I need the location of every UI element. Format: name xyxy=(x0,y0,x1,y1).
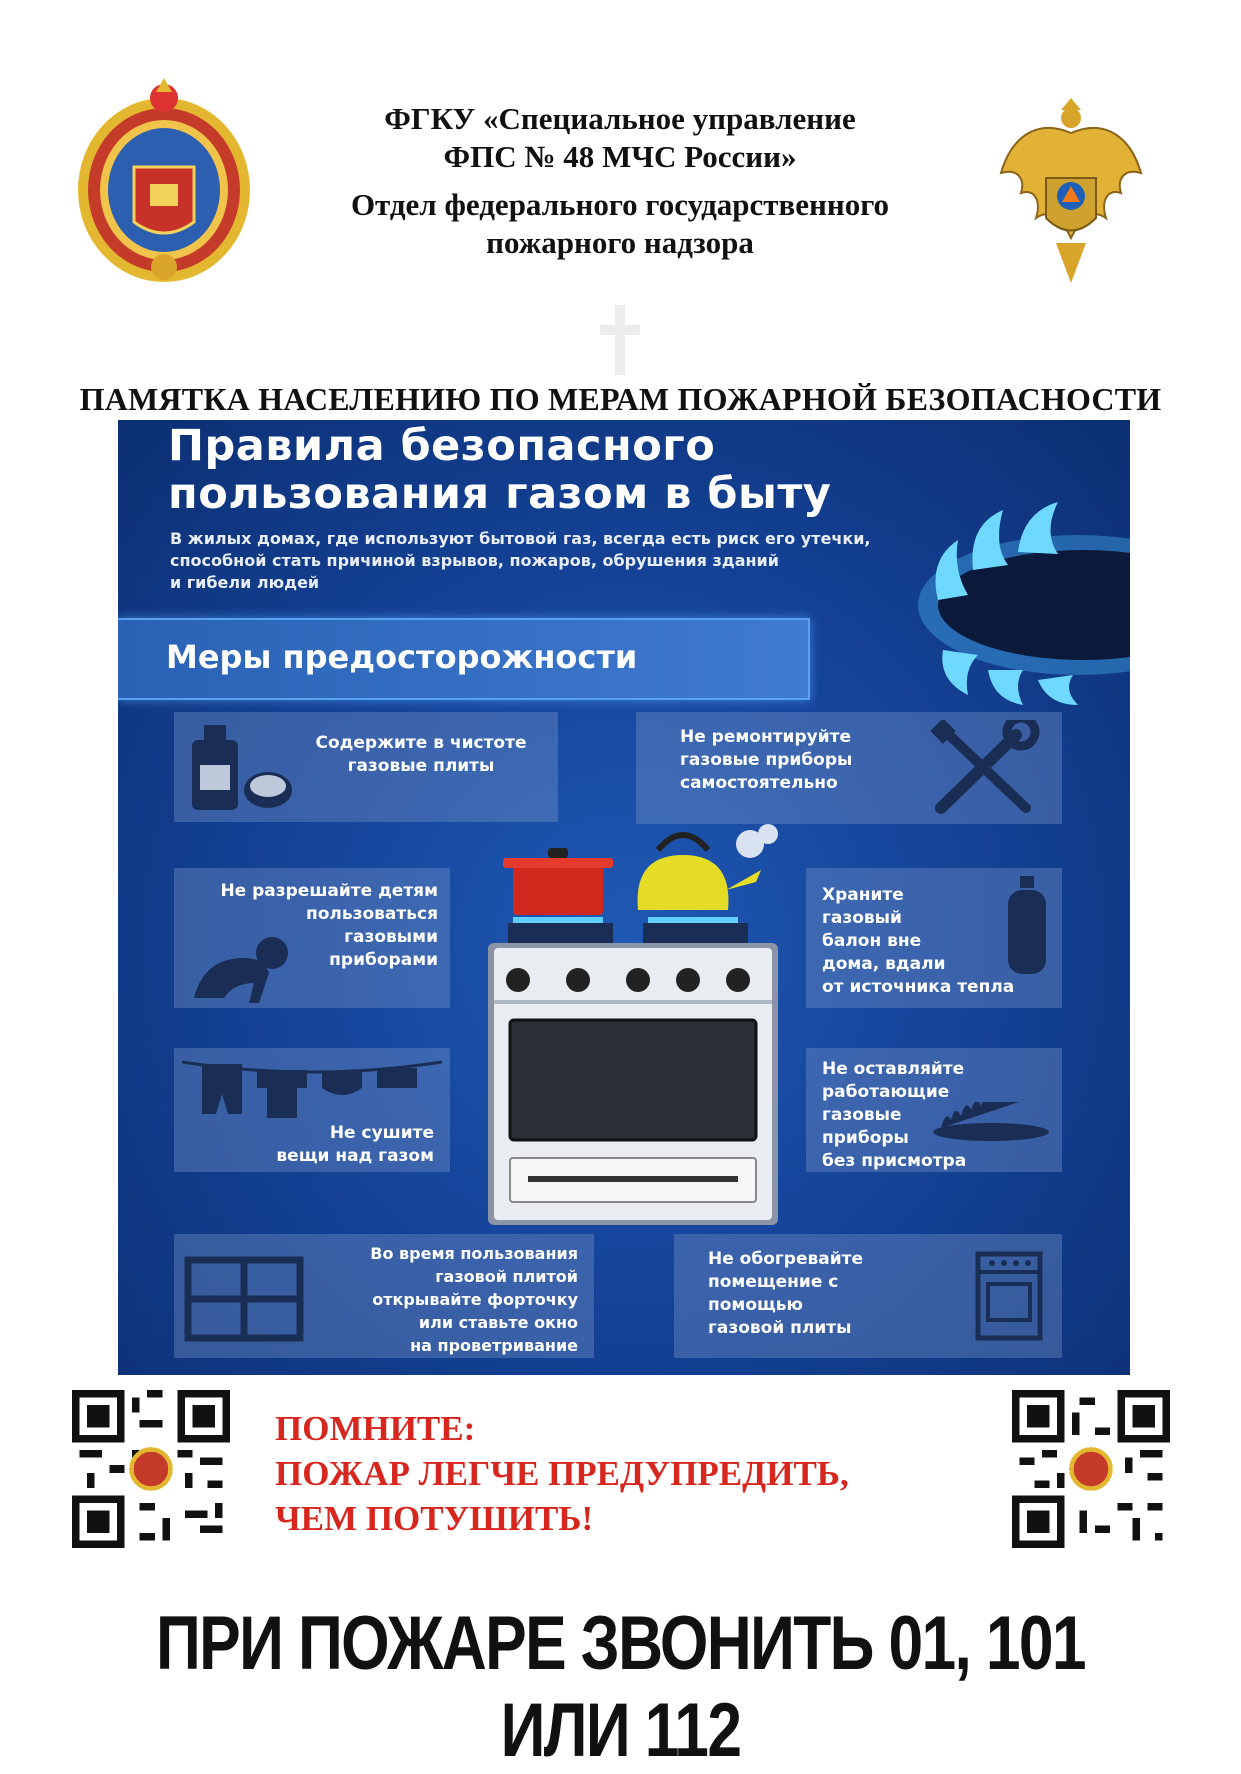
card-cylinder-line1: Храните xyxy=(822,885,904,905)
gas-safety-poster xyxy=(118,420,1130,1375)
card-gas-cylinder xyxy=(806,868,1062,1008)
card-heating-line3: помощью xyxy=(708,1295,804,1315)
card-repair-line1: Не ремонтируйте xyxy=(680,727,852,747)
card-no-drying xyxy=(174,1048,450,1172)
poster-title-line2: пользования газом в быту xyxy=(168,469,832,519)
memo-title: ПАМЯТКА НАСЕЛЕНИЮ ПО МЕРАМ ПОЖАРНОЙ БЕЗОПАСНОСТИ xyxy=(79,381,1162,417)
burner-flame-icon xyxy=(926,1102,1056,1142)
card-unattended-line3: газовые xyxy=(822,1105,902,1125)
tools-icon xyxy=(926,720,1046,818)
card-window-line3: открывайте форточку xyxy=(372,1290,578,1309)
card-window-line4: или ставьте окно xyxy=(418,1313,578,1332)
card-children-line3: газовыми xyxy=(344,927,438,947)
card-drying-line1: Не сушите xyxy=(329,1123,434,1143)
card-window-line5: на проветривание xyxy=(410,1336,578,1355)
card-no-children xyxy=(174,868,450,1008)
card-clean-line2: газовые плиты xyxy=(347,756,495,776)
card-unattended-line2: работающие xyxy=(822,1082,950,1102)
measures-title: Меры предосторожности xyxy=(166,638,638,676)
card-cylinder-line5: от источника тепла xyxy=(822,977,1015,997)
card-window-line2: газовой плитой xyxy=(435,1267,578,1286)
poster-title xyxy=(168,422,831,518)
poster-title-line1: Правила безопасного xyxy=(168,421,716,471)
header-org-line2: ФПС № 48 МЧС России» xyxy=(443,139,797,174)
card-repair-line3: самостоятельно xyxy=(680,773,838,793)
card-heating-line1: Не обогревайте xyxy=(708,1249,864,1269)
detergent-sponge-icon xyxy=(184,720,294,815)
poster-subtitle-line3: и гибели людей xyxy=(170,573,320,592)
card-drying-line2: вещи над газом xyxy=(276,1146,434,1166)
watermark-cross-icon xyxy=(600,305,640,375)
card-no-repair xyxy=(636,712,1062,824)
window-icon xyxy=(184,1256,304,1342)
card-repair-line2: газовые приборы xyxy=(680,750,853,770)
crawling-baby-icon xyxy=(184,928,294,1006)
card-children-line1: Не разрешайте детям xyxy=(220,881,438,901)
card-clean-stoves xyxy=(174,712,558,822)
regional-emblem-icon xyxy=(72,72,257,287)
measures-banner xyxy=(118,618,810,700)
card-cylinder-line2: газовый xyxy=(822,908,902,928)
card-heating-line2: помещение с xyxy=(708,1272,839,1292)
remember-line1: ПОМНИТЕ: xyxy=(275,1409,476,1448)
small-stove-icon xyxy=(974,1250,1044,1342)
header-org-line1: ФГКУ «Специальное управление xyxy=(384,101,856,136)
header-dept-line2: пожарного надзора xyxy=(486,225,754,260)
clothesline-icon xyxy=(182,1052,442,1122)
card-cylinder-line4: дома, вдали xyxy=(822,954,946,974)
poster-subtitle xyxy=(170,528,930,594)
qr-code-right-icon xyxy=(1012,1390,1170,1548)
card-cylinder-line3: балон вне xyxy=(822,931,922,951)
card-clean-line1: Содержите в чистоте xyxy=(315,733,527,753)
card-no-unattended xyxy=(806,1048,1062,1172)
header-dept-line1: Отдел федерального государственного xyxy=(350,187,890,222)
card-unattended-line4: приборы xyxy=(822,1128,909,1148)
gas-cylinder-icon xyxy=(1002,876,1052,976)
gas-stove-illustration xyxy=(488,820,778,1225)
emergency-call-banner: ПРИ ПОЖАРЕ ЗВОНИТЬ 01, 101 ИЛИ 112 xyxy=(156,1601,1085,1773)
gas-burner-icon xyxy=(878,490,1130,720)
poster-subtitle-line1: В жилых домах, где используют бытовой газ, всегда есть риск его утечки, xyxy=(170,529,871,548)
card-unattended-line1: Не оставляйте xyxy=(822,1059,965,1079)
qr-code-left-icon xyxy=(72,1390,230,1548)
card-children-line2: пользоваться xyxy=(305,904,438,924)
card-heating-line4: газовой плиты xyxy=(708,1318,852,1338)
card-unattended-line5: без присмотра xyxy=(822,1151,967,1171)
remember-line3: ЧЕМ ПОТУШИТЬ! xyxy=(275,1499,594,1538)
card-children-line4: приборами xyxy=(329,950,438,970)
card-ventilate xyxy=(174,1234,594,1358)
mchs-eagle-emblem-icon xyxy=(996,78,1146,298)
remember-line2: ПОЖАР ЛЕГЧЕ ПРЕДУПРЕДИТЬ, xyxy=(275,1454,849,1493)
poster-subtitle-line2: способной стать причиной взрывов, пожаров, обрушения зданий xyxy=(170,551,779,570)
card-window-line1: Во время пользования xyxy=(370,1244,578,1263)
card-no-heating xyxy=(674,1234,1062,1358)
